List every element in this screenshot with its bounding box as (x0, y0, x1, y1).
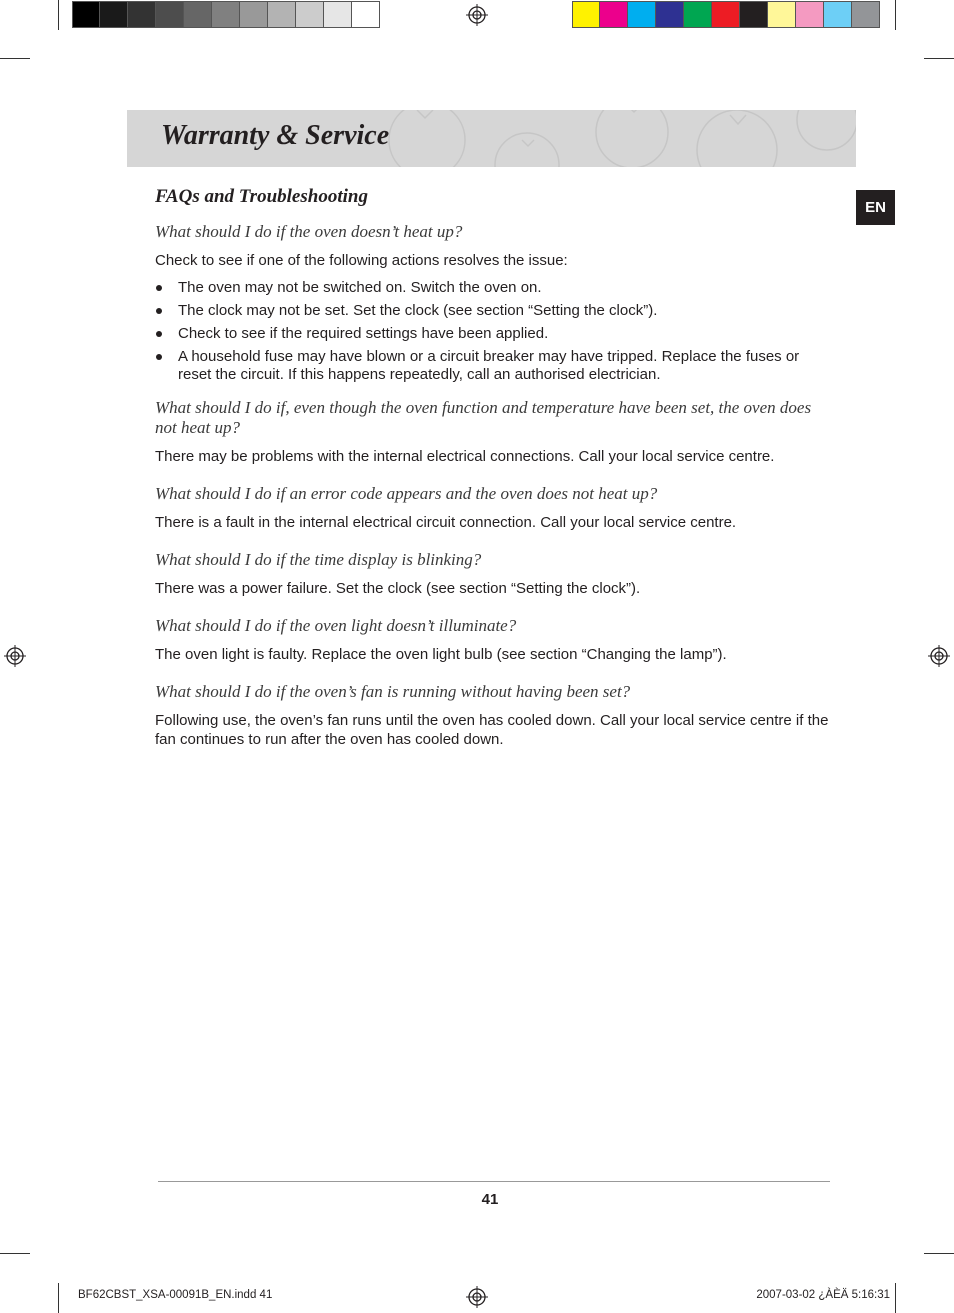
footer-rule (158, 1181, 830, 1182)
faq-answer: There may be problems with the internal electrical connections. Call your local service centre. (155, 448, 775, 465)
crop-mark (58, 0, 59, 30)
language-tab: EN (856, 190, 895, 225)
faq-answer: There was a power failure. Set the clock (see section “Setting the clock”). (155, 580, 641, 597)
registration-mark-icon (466, 1286, 488, 1308)
color-swatch (628, 1, 656, 28)
color-swatch (240, 1, 268, 28)
color-swatch (768, 1, 796, 28)
crop-mark (924, 1253, 954, 1254)
faq-bullet-list (155, 279, 830, 384)
registration-mark-icon (928, 645, 950, 667)
crop-mark (924, 58, 954, 59)
color-swatch (184, 1, 212, 28)
list-item: The clock may not be set. Set the clock (see section “Setting the clock”). (155, 302, 830, 320)
crop-mark (58, 1283, 59, 1313)
color-swatch (796, 1, 824, 28)
color-swatch (684, 1, 712, 28)
color-swatch (824, 1, 852, 28)
faq-content (155, 186, 830, 767)
color-swatch (852, 1, 880, 28)
color-swatch (268, 1, 296, 28)
registration-mark-icon (466, 4, 488, 26)
color-swatch (156, 1, 184, 28)
color-swatch (352, 1, 380, 28)
faq-intro: Check to see if one of the following actions resolves the issue: (155, 252, 568, 269)
header-band (127, 110, 856, 167)
date-slug: 2007-03-02 ¿ÀÈÄ 5:16:31 (756, 1289, 890, 1301)
faq-answer: The oven light is faulty. Replace the oven light bulb (see section “Changing the lamp”). (155, 646, 727, 663)
list-item: A household fuse may have blown or a circuit breaker may have tripped. Replace the fuses or reset the circuit. If this happens repeatedly, call an authorised electrician. (155, 348, 830, 384)
faq-answer: There is a fault in the internal electrical circuit connection. Call your local service centre. (155, 514, 737, 531)
page-number: 41 (481, 1191, 499, 1208)
crop-mark (895, 1283, 896, 1313)
color-swatch (740, 1, 768, 28)
page-title: Warranty & Service (161, 120, 390, 151)
color-swatch (712, 1, 740, 28)
color-swatch (656, 1, 684, 28)
file-slug: BF62CBST_XSA-00091B_EN.indd 41 (78, 1289, 273, 1301)
faq-question: What should I do if, even though the oven function and temperature have been set, the oven does not heat up? (155, 398, 812, 437)
faq-question: What should I do if the oven’s fan is running without having been set? (155, 682, 631, 701)
color-swatch (324, 1, 352, 28)
color-swatch (212, 1, 240, 28)
crop-mark (0, 1253, 30, 1254)
color-swatch (100, 1, 128, 28)
faq-question: What should I do if the oven light doesn’t illuminate? (155, 616, 517, 635)
crop-mark (895, 0, 896, 30)
section-title: FAQs and Troubleshooting (155, 186, 368, 207)
faq-question: What should I do if an error code appears and the oven does not heat up? (155, 484, 658, 503)
faq-answer: Following use, the oven’s fan runs until the oven has cooled down. Call your local service centre if the fan continues to run after the oven has cooled down. (155, 712, 829, 748)
color-swatch (72, 1, 100, 28)
registration-mark-icon (4, 645, 26, 667)
list-item: Check to see if the required settings have been applied. (155, 325, 830, 343)
list-item: The oven may not be switched on. Switch the oven on. (155, 279, 830, 297)
color-swatch (600, 1, 628, 28)
faq-question: What should I do if the oven doesn’t heat up? (155, 222, 463, 241)
color-swatch (296, 1, 324, 28)
color-swatch (128, 1, 156, 28)
color-swatch (572, 1, 600, 28)
faq-question: What should I do if the time display is blinking? (155, 550, 482, 569)
crop-mark (0, 58, 30, 59)
